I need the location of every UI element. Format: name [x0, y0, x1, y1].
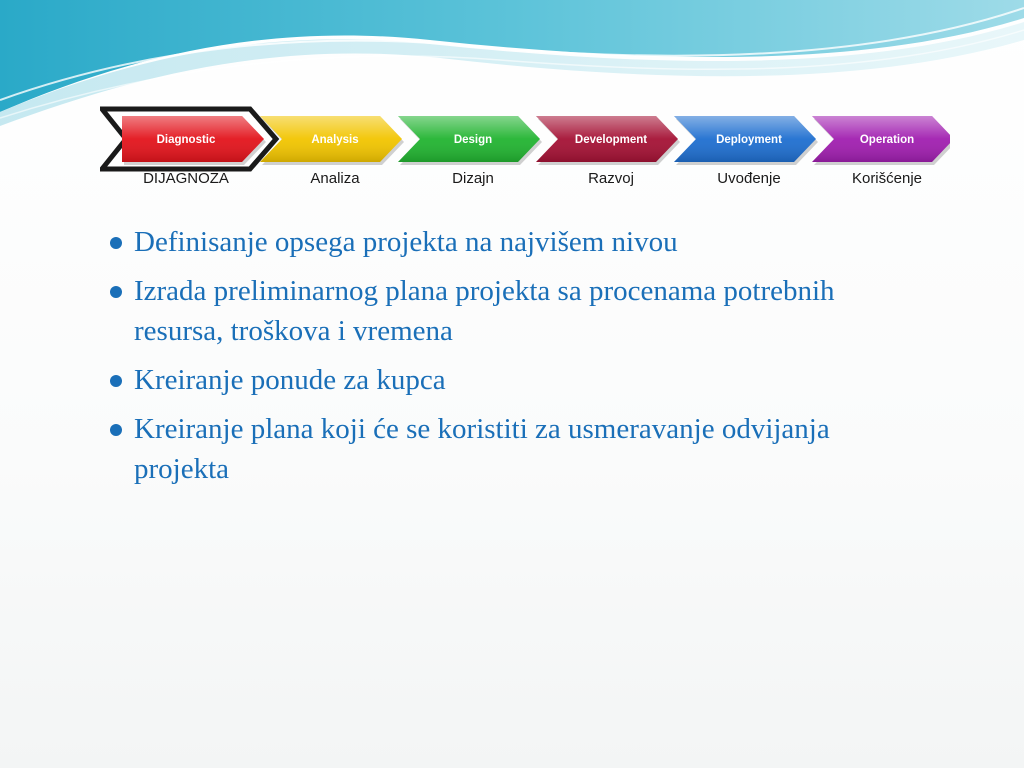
bullet-item: [108, 409, 908, 489]
bullet-dot-icon: [110, 375, 122, 387]
bullet-dot-icon: [110, 286, 122, 298]
bullet-dot-icon: [110, 237, 122, 249]
stage-sub-label: Korišćenje: [851, 170, 923, 187]
stage-sub-label: Analiza: [310, 170, 360, 187]
bullet-text: Izrada preliminarnog plana projekta sa procenama potrebnih resursa, troškova i vremena: [134, 275, 835, 347]
stage-label: Diagnostic: [156, 134, 216, 146]
stage-sub-label: Uvođenje: [717, 170, 781, 187]
bullet-item: [108, 271, 908, 351]
bullet-item: [108, 222, 908, 262]
stage-sub-label: Razvoj: [588, 170, 634, 187]
bullet-dot-icon: [110, 424, 122, 436]
stage-development: [536, 116, 680, 187]
stage-sub-label: Dizajn: [452, 170, 494, 187]
stage-label: Analysis: [311, 134, 359, 146]
stage-label: Deployment: [716, 134, 782, 146]
stage-label: Operation: [859, 134, 915, 146]
stage-label: Development: [574, 134, 648, 146]
process-stages-diagram: [100, 105, 950, 195]
stage-sub-label: DIJAGNOZA: [143, 170, 229, 187]
bullet-list: [108, 222, 908, 498]
stage-deployment: [674, 116, 818, 187]
bullet-text: Kreiranje ponude za kupca: [134, 364, 446, 396]
bullet-text: Definisanje opsega projekta na najvišem nivou: [134, 226, 678, 258]
bullet-text: Kreiranje plana koji će se koristiti za usmeravanje odvijanja projekta: [134, 413, 830, 485]
stage-diagnostic: [122, 116, 266, 187]
stage-analysis: [260, 116, 404, 187]
stage-design: [398, 116, 542, 187]
stage-operation: [812, 116, 950, 187]
bullet-item: [108, 360, 908, 400]
stage-label: Design: [453, 134, 493, 146]
